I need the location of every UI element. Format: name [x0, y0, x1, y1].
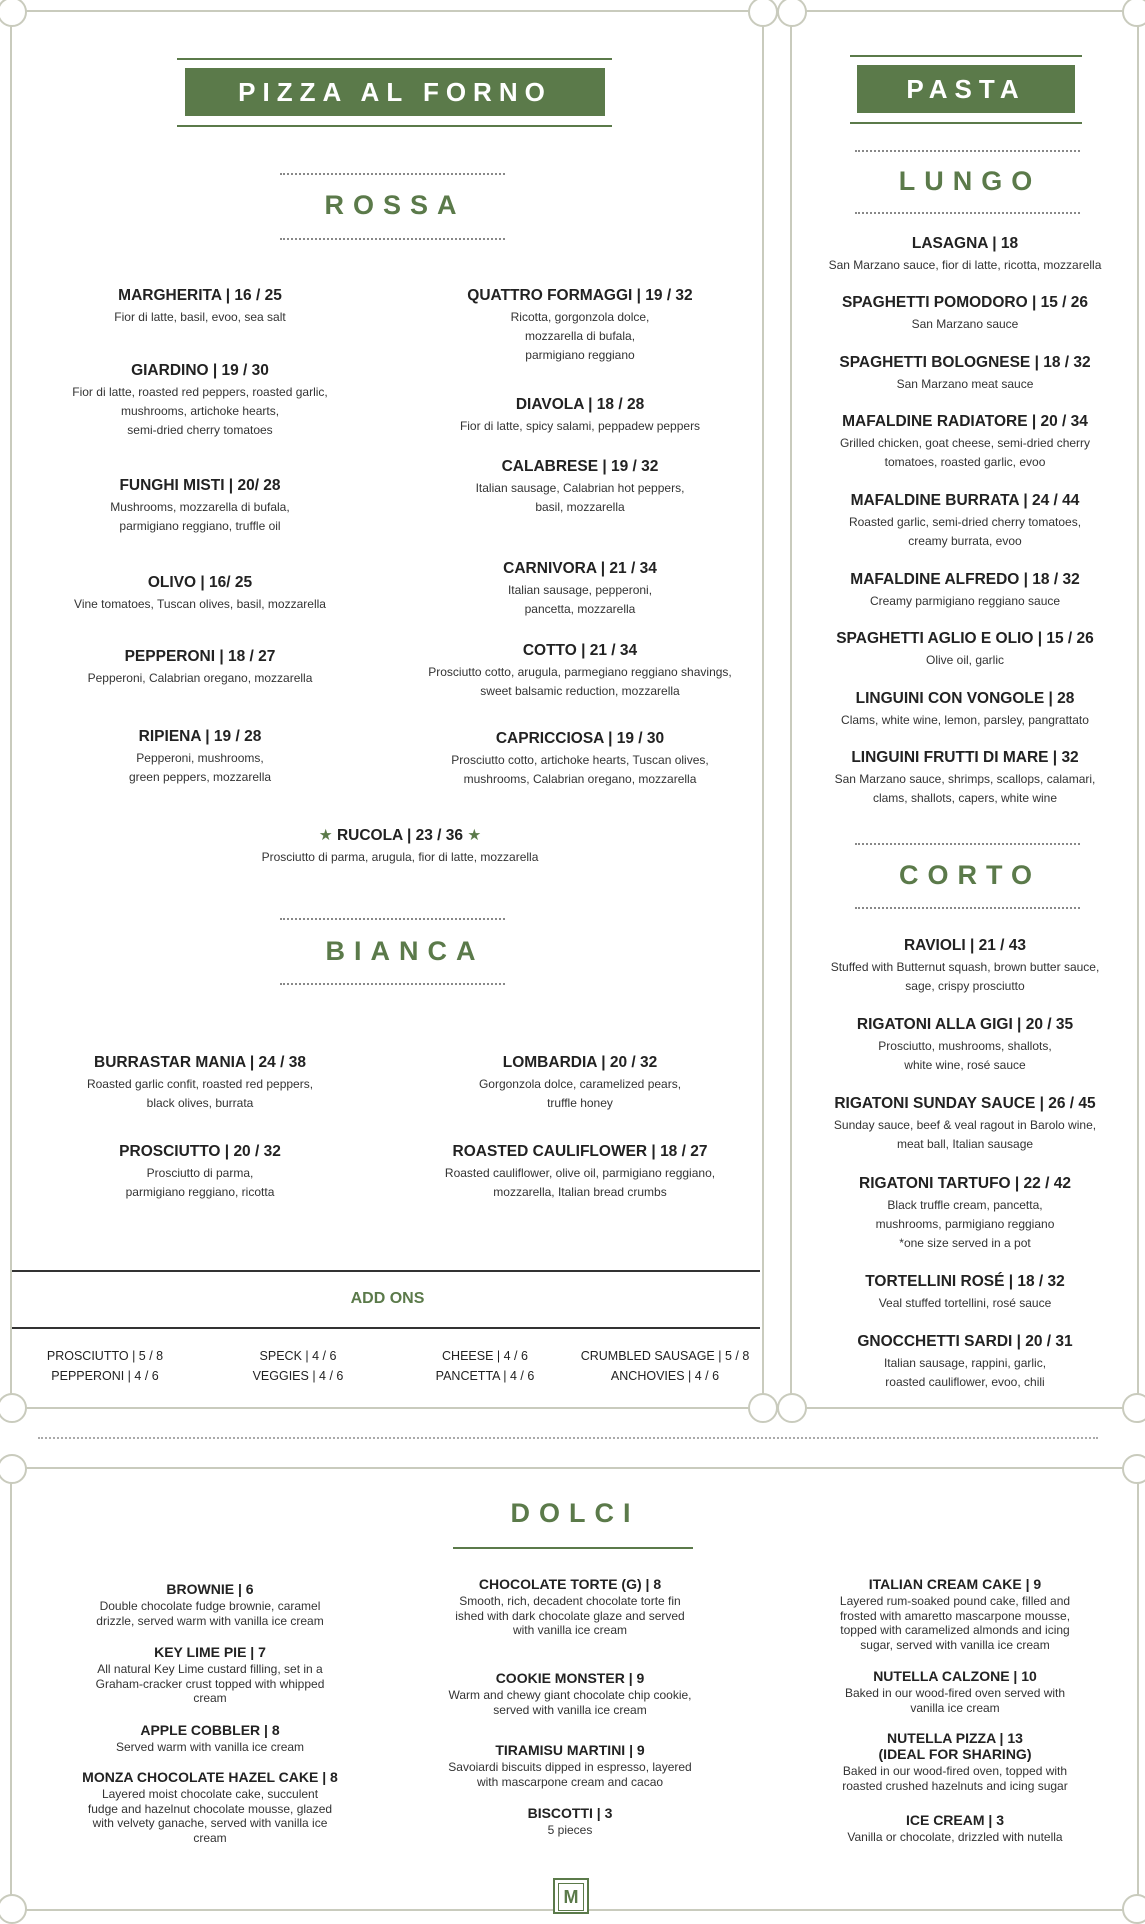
item-name: GIARDINO | 19 / 30 — [131, 362, 269, 379]
menu-item — [395, 730, 765, 789]
item-name: BROWNIE | 6 — [166, 1581, 254, 1597]
addon-item: PEPPERONI | 4 / 6 — [51, 1369, 159, 1383]
item-description: All natural Key Lime custard filling, set in a Graham-cracker crust topped with whipped cream — [95, 1662, 325, 1705]
addon-item: PANCETTA | 4 / 6 — [435, 1369, 535, 1383]
item-name: CALABRESE | 19 / 32 — [501, 458, 659, 475]
item-name: RIGATONI ALLA GIGI | 20 / 35 — [856, 1016, 1074, 1033]
item-description: Stuffed with Butternut squash, brown butter sauce, sage, crispy prosciutto — [830, 960, 1100, 993]
divider — [280, 983, 505, 985]
item-description: Olive oil, garlic — [925, 653, 1005, 667]
item-name: NUTELLA PIZZA | 13 (IDEAL FOR SHARING) — [878, 1730, 1032, 1762]
addon-item: PROSCIUTTO | 5 / 8 — [46, 1349, 164, 1363]
item-name: OLIVO | 16/ 25 — [147, 574, 253, 591]
item-name: APPLE COBBLER | 8 — [140, 1722, 280, 1738]
item-description: Sunday sauce, beef & veal ragout in Barolo wine, meat ball, Italian sausage — [833, 1118, 1097, 1151]
addon-item: VEGGIES | 4 / 6 — [252, 1369, 344, 1383]
menu-item — [800, 749, 1130, 808]
item-description: San Marzano meat sauce — [896, 377, 1034, 391]
menu-item — [55, 1581, 365, 1628]
item-description: Gorgonzola dolce, caramelized pears, truffle honey — [478, 1077, 682, 1110]
item-name: MARGHERITA | 16 / 25 — [118, 287, 282, 304]
item-name: TORTELLINI ROSÉ | 18 / 32 — [865, 1273, 1065, 1290]
item-name: ROASTED CAULIFLOWER | 18 / 27 — [452, 1143, 708, 1160]
star-icon: ★ — [318, 827, 333, 844]
item-name: GNOCCHETTI SARDI | 20 / 31 — [857, 1333, 1073, 1350]
item-name: SPAGHETTI POMODORO | 15 / 26 — [841, 294, 1089, 311]
item-name: COOKIE MONSTER | 9 — [495, 1670, 645, 1686]
item-name: FUNGHI MISTI | 20/ 28 — [119, 477, 281, 494]
item-description: Vanilla or chocolate, drizzled with nutella — [847, 1830, 1063, 1844]
item-name: SPAGHETTI BOLOGNESE | 18 / 32 — [839, 354, 1091, 371]
menu-item — [800, 354, 1130, 394]
item-description: Grilled chicken, goat cheese, semi-dried cherry tomatoes, roasted garlic, evoo — [839, 436, 1091, 469]
item-name: RAVIOLI | 21 / 43 — [903, 937, 1027, 954]
divider — [855, 843, 1080, 845]
menu-item — [40, 362, 360, 440]
menu-item — [55, 1769, 365, 1845]
item-name: MONZA CHOCOLATE HAZEL CAKE | 8 — [82, 1769, 338, 1785]
pizza-banner-rule — [177, 58, 612, 60]
pizza-title: PIZZA AL FORNO — [185, 68, 605, 116]
rossa-title: ROSSA — [324, 190, 466, 220]
addons-rule — [12, 1327, 760, 1329]
addon-item: SPECK | 4 / 6 — [259, 1349, 337, 1363]
item-name: COTTO | 21 / 34 — [522, 642, 638, 659]
item-description: Prosciutto di parma, parmigiano reggiano, ricotta — [125, 1166, 275, 1199]
item-name: BISCOTTI | 3 — [527, 1805, 613, 1821]
item-name: NUTELLA CALZONE | 10 — [873, 1668, 1037, 1684]
item-description: Prosciutto cotto, artichoke hearts, Tuscan olives, mushrooms, Calabrian oregano, mozzarella — [451, 753, 709, 786]
item-description: Fior di latte, spicy salami, peppadew peppers — [459, 419, 701, 433]
item-description: Vine tomatoes, Tuscan olives, basil, mozzarella — [74, 597, 326, 611]
item-description: Baked in our wood-fired oven, topped with roasted crushed hazelnuts and icing sugar — [842, 1764, 1068, 1793]
item-name: TIRAMISU MARTINI | 9 — [495, 1742, 645, 1758]
addon-item: ANCHOVIES | 4 / 6 — [610, 1369, 720, 1383]
menu-item — [395, 396, 765, 436]
item-name: RIPIENA | 19 / 28 — [138, 728, 262, 745]
divider — [280, 173, 505, 175]
divider — [280, 238, 505, 240]
menu-item — [395, 458, 765, 517]
menu-item — [800, 1333, 1130, 1392]
item-name: BURRASTAR MANIA | 24 / 38 — [94, 1054, 306, 1071]
logo-letter: M — [558, 1883, 584, 1911]
item-description: Pepperoni, mushrooms, green peppers, mozzarella — [128, 751, 272, 784]
divider — [855, 907, 1080, 909]
corto-title: CORTO — [898, 860, 1041, 890]
item-description: Italian sausage, pepperoni, pancetta, mozzarella — [507, 583, 653, 616]
item-name: CHOCOLATE TORTE (G) | 8 — [478, 1576, 662, 1592]
section-separator — [38, 1437, 1098, 1439]
pasta-title: PASTA — [857, 65, 1075, 113]
item-name: MAFALDINE ALFREDO | 18 / 32 — [850, 571, 1080, 588]
item-description: Creamy parmigiano reggiano sauce — [869, 594, 1061, 608]
menu-item — [40, 1143, 360, 1202]
addon-item: CHEESE | 4 / 6 — [442, 1349, 528, 1363]
item-description: Double chocolate fudge brownie, caramel drizzle, served warm with vanilla ice cream — [96, 1599, 324, 1628]
menu-item — [395, 1143, 765, 1202]
menu-item — [800, 413, 1130, 472]
pizza-panel-corner — [0, 1393, 27, 1423]
lungo-title: LUNGO — [898, 166, 1042, 196]
item-name: ITALIAN CREAM CAKE | 9 — [868, 1576, 1042, 1592]
item-name: SPAGHETTI AGLIO E OLIO | 15 / 26 — [836, 630, 1094, 647]
menu-item-rucola — [150, 826, 650, 867]
menu-item — [395, 1054, 765, 1113]
item-description: Fior di latte, roasted red peppers, roasted garlic, mushrooms, artichoke hearts, semi-dried cherry tomatoes — [72, 385, 328, 437]
addon-item: CRUMBLED SAUSAGE | 5 / 8 — [580, 1349, 750, 1363]
pizza-panel-corner — [748, 1393, 778, 1423]
item-description: Clams, white wine, lemon, parsley, pangrattato — [841, 713, 1089, 727]
pasta-banner-rule — [850, 122, 1082, 124]
item-name: LINGUINI FRUTTI DI MARE | 32 — [851, 749, 1079, 766]
menu-item — [395, 287, 765, 365]
item-name: CAPRICCIOSA | 19 / 30 — [495, 730, 665, 747]
menu-item — [395, 560, 765, 619]
menu-item — [800, 294, 1130, 334]
menu-item — [800, 630, 1130, 670]
menu-item — [800, 1668, 1110, 1715]
item-description: Roasted garlic confit, roasted red peppers, black olives, burrata — [86, 1077, 314, 1110]
dolci-rule — [453, 1547, 693, 1549]
menu-item — [40, 477, 360, 536]
menu-item — [415, 1670, 725, 1717]
divider — [855, 212, 1080, 214]
item-description: 5 pieces — [547, 1823, 593, 1837]
menu-item — [800, 937, 1130, 996]
addons-title: ADD ONS — [350, 1290, 425, 1307]
dolci-title: DOLCI — [510, 1498, 640, 1528]
item-description: Italian sausage, rappini, garlic, roasted cauliflower, evoo, chili — [883, 1356, 1047, 1389]
item-description: Savoiardi biscuits dipped in espresso, layered with mascarpone cream and cacao — [448, 1760, 692, 1789]
item-description: Prosciutto, mushrooms, shallots, white wine, rosé sauce — [878, 1039, 1052, 1072]
pasta-panel-corner — [1122, 1393, 1145, 1423]
pizza-banner-rule — [177, 125, 612, 127]
item-description: Prosciutto cotto, arugula, parmegiano reggiano shavings, sweet balsamic reduction, mozzarella — [428, 665, 732, 698]
item-name: LASAGNA | 18 — [911, 235, 1019, 252]
item-name: QUATTRO FORMAGGI | 19 / 32 — [467, 287, 693, 304]
menu-item — [800, 492, 1130, 551]
item-description: San Marzano sauce, shrimps, scallops, calamari, clams, shallots, capers, white wine — [834, 772, 1096, 805]
item-name: CARNIVORA | 21 / 34 — [503, 560, 657, 577]
logo-mark — [553, 1878, 589, 1914]
menu-item — [55, 1722, 365, 1755]
menu-item — [415, 1576, 725, 1638]
item-name: ICE CREAM | 3 — [905, 1812, 1005, 1828]
item-name: PEPPERONI | 18 / 27 — [124, 648, 276, 665]
item-description: Mushrooms, mozzarella di bufala, parmigiano reggiano, truffle oil — [110, 500, 290, 533]
item-description: Warm and chewy giant chocolate chip cookie, served with vanilla ice cream — [448, 1688, 692, 1717]
item-description: San Marzano sauce, fior di latte, ricotta, mozzarella — [828, 258, 1102, 272]
item-name: RUCOLA | 23 / 36 — [336, 827, 464, 844]
pizza-panel-corner — [748, 0, 778, 27]
menu-item — [40, 287, 360, 327]
menu-item — [415, 1742, 725, 1789]
item-description: Layered moist chocolate cake, succulent fudge and hazelnut chocolate mousse, glazed with velvety ganache, served with vanilla ice cream — [87, 1787, 333, 1845]
item-name: LOMBARDIA | 20 / 32 — [502, 1054, 658, 1071]
menu-item — [800, 1730, 1110, 1793]
menu-item — [800, 571, 1130, 611]
menu-item — [40, 1054, 360, 1113]
star-icon: ★ — [467, 827, 482, 844]
bianca-title: BIANCA — [325, 936, 485, 966]
menu-item — [55, 1644, 365, 1706]
menu-item — [40, 728, 360, 787]
item-name: KEY LIME PIE | 7 — [154, 1644, 266, 1660]
item-description: Layered rum-soaked pound cake, filled and frosted with amaretto mascarpone mousse, topped with caramelized almonds and icing sugar, served with vanilla ice cream — [839, 1594, 1071, 1652]
item-name: LINGUINI CON VONGOLE | 28 — [855, 690, 1075, 707]
item-description: Prosciutto di parma, arugula, fior di latte, mozzarella — [261, 850, 539, 864]
item-description: Black truffle cream, pancetta, mushrooms, parmigiano reggiano *one size served in a pot — [875, 1198, 1055, 1250]
addons-rule — [12, 1270, 760, 1272]
menu-item — [800, 1812, 1110, 1845]
item-description: Fior di latte, basil, evoo, sea salt — [114, 310, 286, 324]
item-name: MAFALDINE BURRATA | 24 / 44 — [850, 492, 1080, 509]
item-description: Smooth, rich, decadent chocolate torte fin ished with dark chocolate glaze and served with vanilla ice cream — [455, 1594, 685, 1637]
item-description: Roasted cauliflower, olive oil, parmigiano reggiano, mozzarella, Italian bread crumbs — [444, 1166, 716, 1199]
menu-item — [800, 235, 1130, 275]
item-description: Ricotta, gorgonzola dolce, mozzarella di bufala, parmigiano reggiano — [510, 310, 650, 362]
dolci-panel-corner — [1122, 1454, 1145, 1484]
menu-item — [415, 1805, 725, 1838]
divider — [280, 918, 505, 920]
item-description: Veal stuffed tortellini, rosé sauce — [878, 1296, 1052, 1310]
menu-item — [800, 1016, 1130, 1075]
item-description: Pepperoni, Calabrian oregano, mozzarella — [87, 671, 313, 685]
item-name: MAFALDINE RADIATORE | 20 / 34 — [842, 413, 1088, 430]
item-name: PROSCIUTTO | 20 / 32 — [119, 1143, 281, 1160]
item-description: Served warm with vanilla ice cream — [115, 1740, 305, 1754]
menu-item — [800, 1576, 1110, 1652]
item-name: RIGATONI SUNDAY SAUCE | 26 / 45 — [834, 1095, 1096, 1112]
menu-item — [40, 574, 360, 614]
pasta-panel-corner — [777, 1393, 807, 1423]
item-name: RIGATONI TARTUFO | 22 / 42 — [859, 1175, 1071, 1192]
item-description: Baked in our wood-fired oven served with vanilla ice cream — [844, 1686, 1066, 1715]
item-name: DIAVOLA | 18 / 28 — [515, 396, 645, 413]
item-description: San Marzano sauce — [911, 317, 1019, 331]
item-description: Italian sausage, Calabrian hot peppers, basil, mozzarella — [475, 481, 685, 514]
menu-item — [800, 690, 1130, 730]
menu-item — [800, 1175, 1130, 1253]
menu-item — [395, 642, 765, 701]
menu-item — [800, 1273, 1130, 1313]
item-description: Roasted garlic, semi-dried cherry tomatoes, creamy burrata, evoo — [848, 515, 1082, 548]
menu-item — [40, 648, 360, 688]
divider — [855, 150, 1080, 152]
menu-item — [800, 1095, 1130, 1154]
pasta-banner-rule — [850, 55, 1082, 57]
